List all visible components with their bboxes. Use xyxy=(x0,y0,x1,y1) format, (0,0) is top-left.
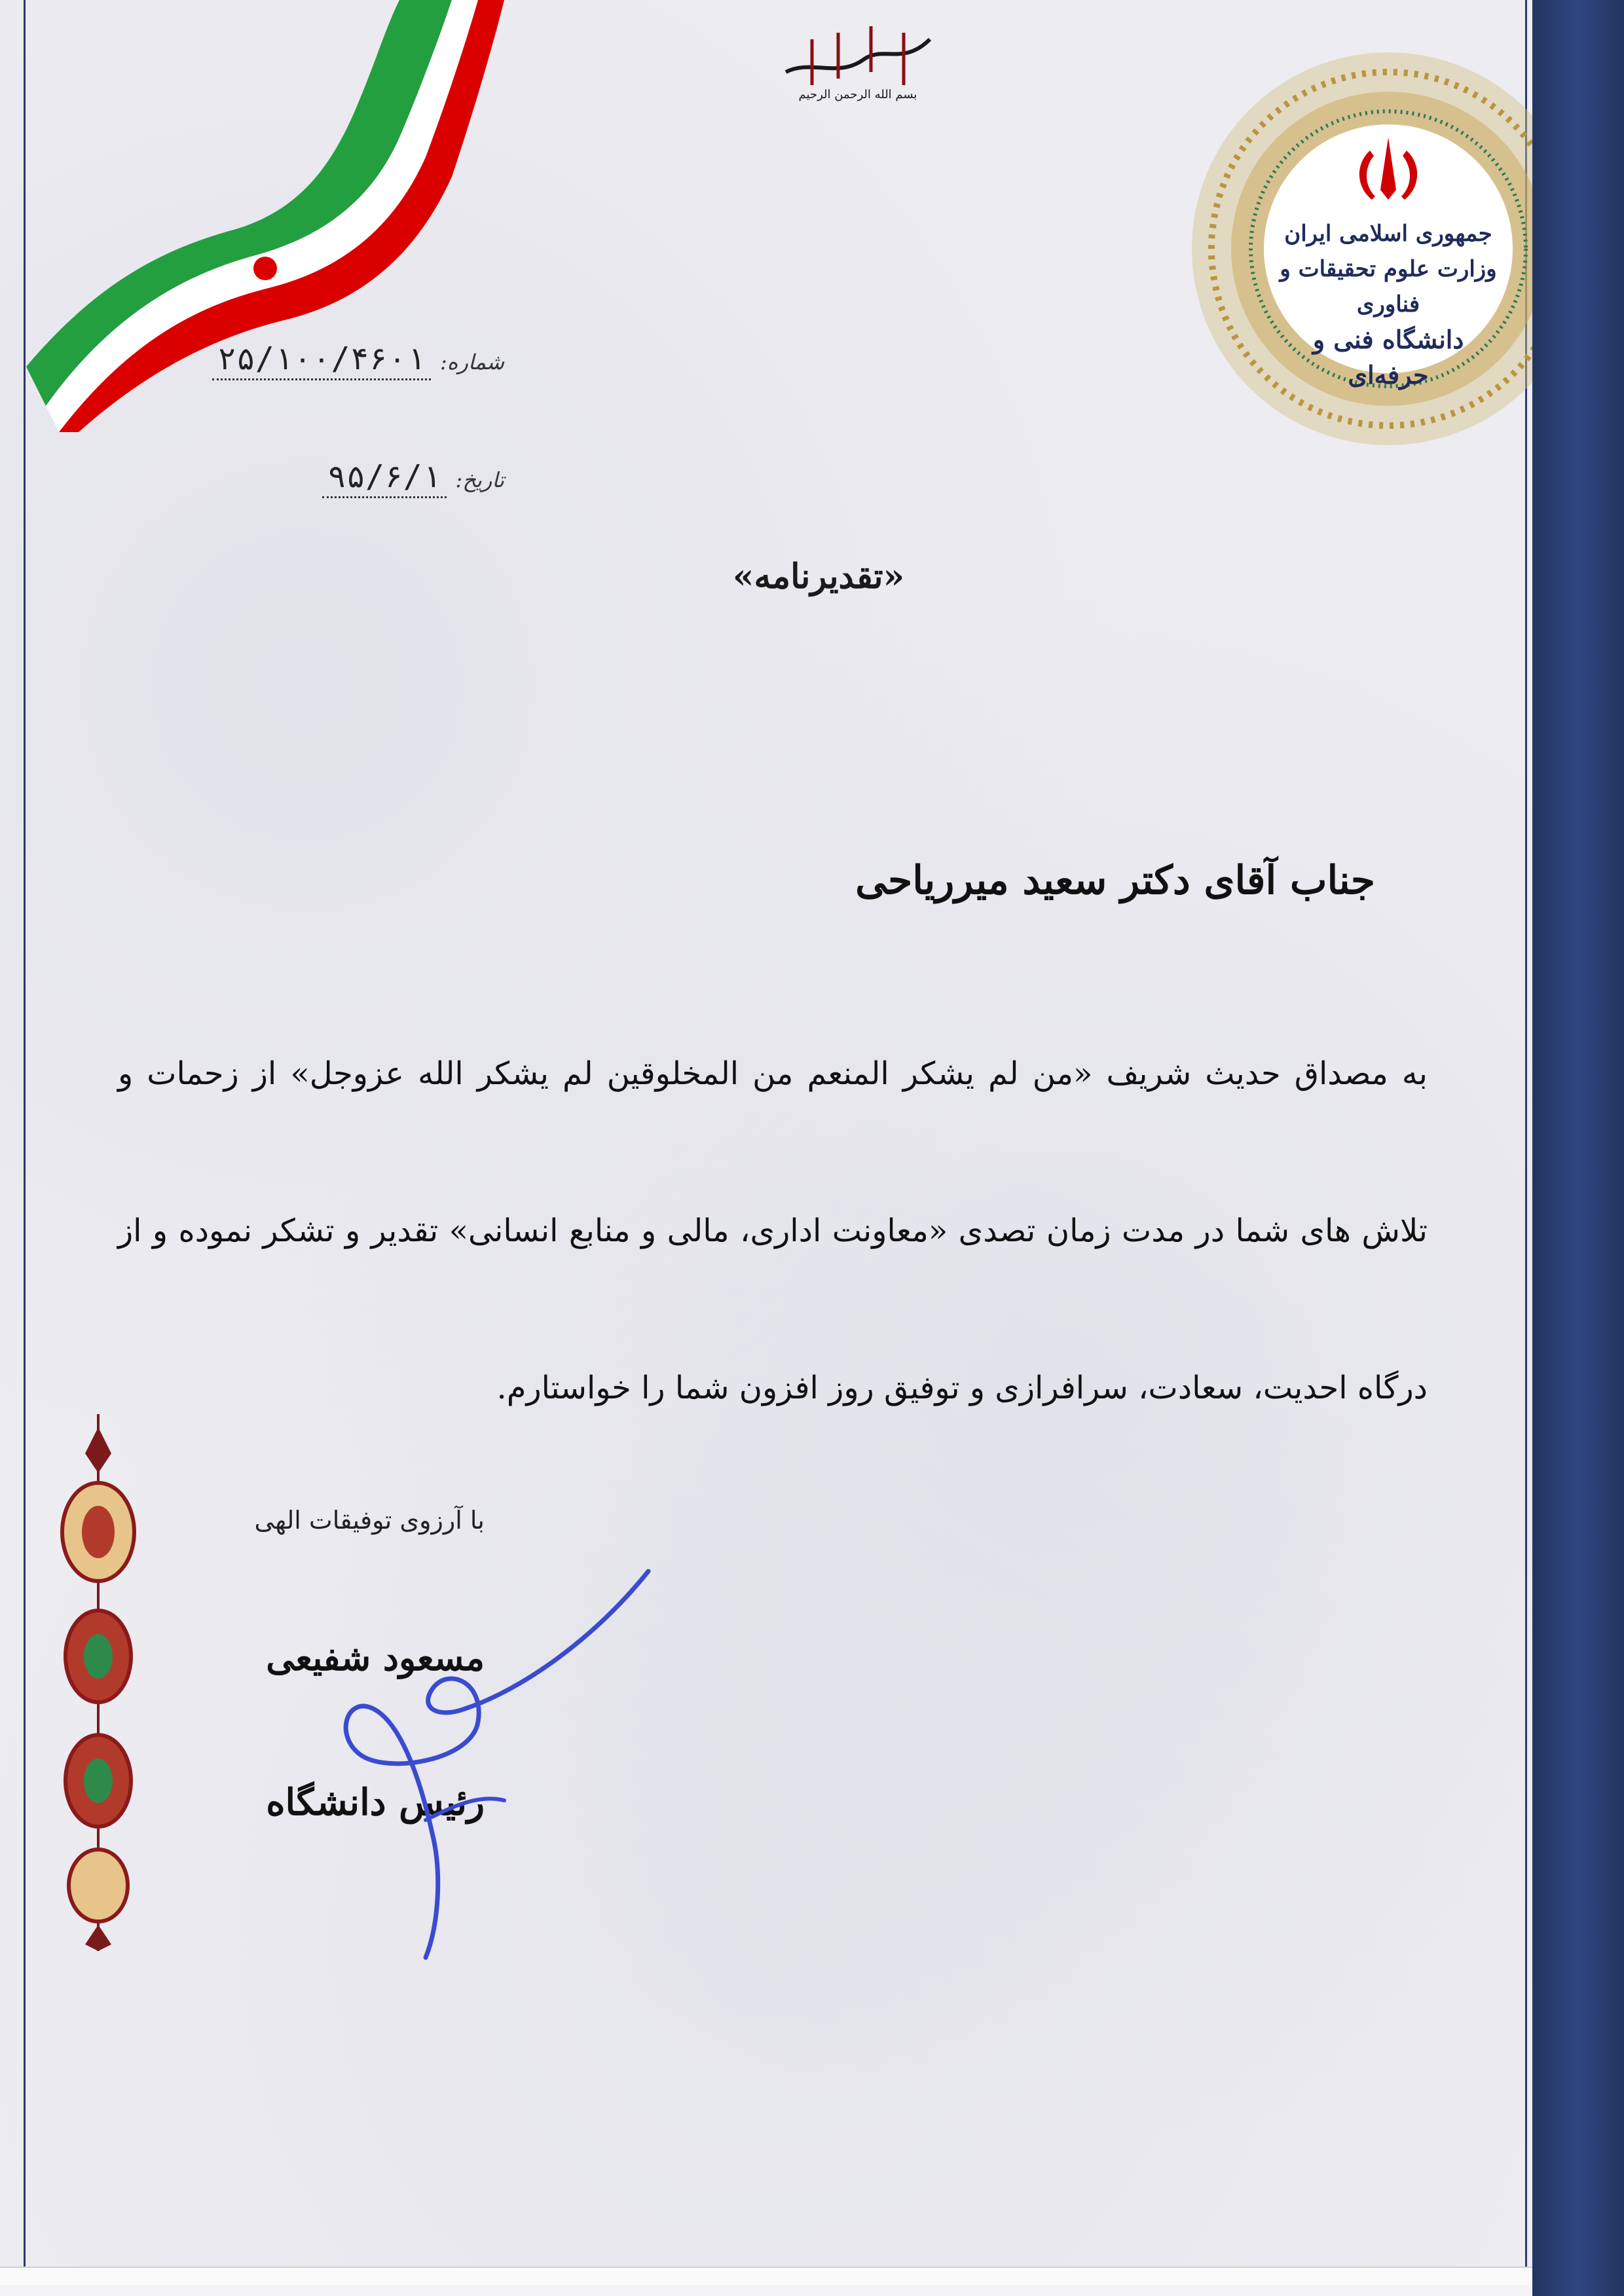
signer-title: رئیس دانشگاه xyxy=(266,1781,485,1824)
letter-number-row xyxy=(212,340,504,380)
blue-side-band xyxy=(1532,0,1624,2296)
number-value: ۲۵/۱۰۰/۴۶۰۱ xyxy=(212,340,431,380)
besmellah-calligraphy xyxy=(773,13,943,105)
besmellah-text: بسم الله الرحمن الرحیم xyxy=(798,88,917,101)
letter-date-row xyxy=(322,458,504,498)
document-title: «تقدیرنامه» xyxy=(732,556,905,596)
date-value: ۹۵/۶/۱ xyxy=(322,458,446,498)
emblem-line-country: جمهوری اسلامی ایران xyxy=(1284,221,1492,247)
decorative-ornament xyxy=(46,1414,151,1951)
signer-name: مسعود شفیعی xyxy=(266,1637,485,1679)
handwritten-signature xyxy=(308,1558,674,1964)
closing-wish: با آرزوی توفیقات الهی xyxy=(254,1506,485,1535)
date-label: تاریخ: xyxy=(455,467,504,492)
emblem-line-ministry: وزارت علوم تحقیقات و فناوری xyxy=(1280,256,1497,318)
emblem-line-university: دانشگاه فنی و حرفه‌ای xyxy=(1312,325,1464,390)
addressee: جناب آقای دکتر سعید میرریاحی xyxy=(855,858,1375,903)
body-paragraph: به مصداق حدیث شریف «من لم یشکر المنعم من المخلوقین لم یشکر الله عزوجل» از زحمات و تلاش های شما در مدت زمان تصدی «معاونت اداری، مالی و منابع انسانی» تقدیر و تشکر نموده و از درگاه احدیت، سعادت، سرافرازی و توفیق روز افزون شما را خواستارم. xyxy=(118,1055,1428,1406)
scan-bottom-strip xyxy=(0,2267,1532,2285)
number-label: شماره: xyxy=(439,350,504,374)
emblem-text-block xyxy=(1277,216,1500,393)
